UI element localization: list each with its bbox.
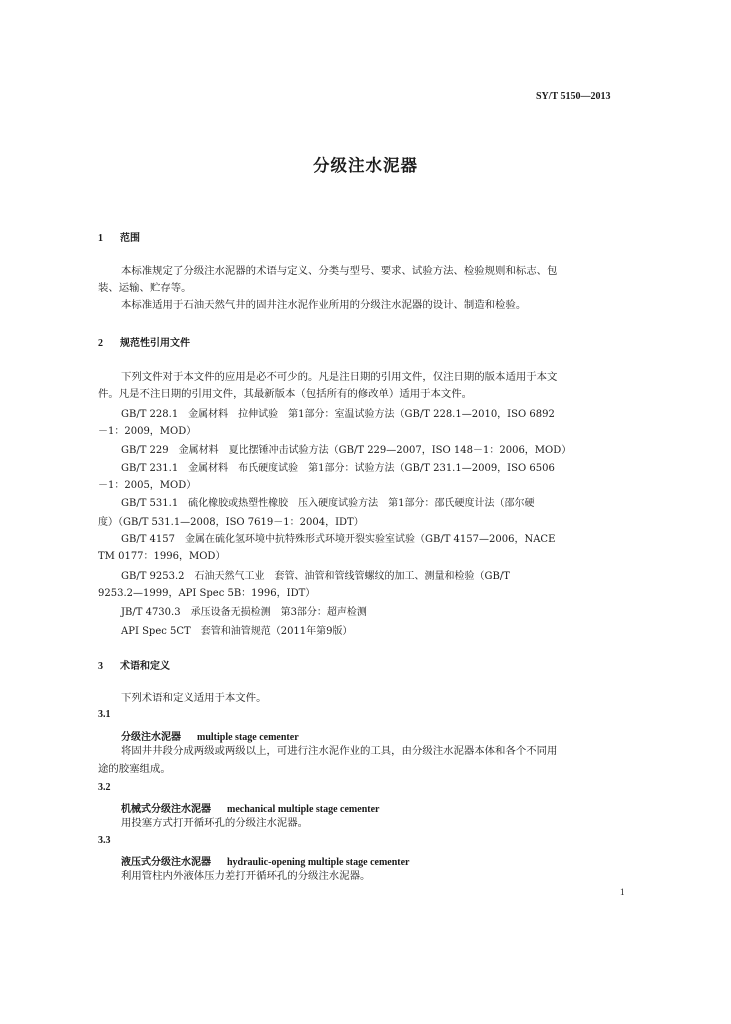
- term-name-zh: 分级注水泥器: [121, 732, 181, 743]
- term-name: [121, 800, 379, 815]
- section-title: 范围: [120, 233, 140, 244]
- section-3-heading: [98, 657, 170, 672]
- reference-line: JB/T 4730.3 承压设备无损检测 第3部分：超声检测: [121, 607, 367, 618]
- standard-code: SY/T 5150—2013: [536, 91, 611, 102]
- section-number: 1: [98, 233, 103, 244]
- section-3-intro: 下列术语和定义适用于本文件。: [121, 692, 267, 704]
- section-1-heading: [98, 229, 140, 244]
- reference-line: －1：2009，MOD）: [98, 426, 197, 437]
- reference-line: GB/T 231.1 金属材料 布氏硬度试验 第1部分：试验方法（GB/T 231.1—2009，ISO 6506: [121, 463, 555, 474]
- section-number: 2: [98, 338, 103, 349]
- term-name-zh: 机械式分级注水泥器: [121, 804, 211, 815]
- section-1-paragraph-2: 本标准适用于石油天然气井的固井注水泥作业所用的分级注水泥器的设计、制造和检验。: [121, 299, 527, 311]
- reference-line: GB/T 531.1 硫化橡胶或热塑性橡胶 压入硬度试验方法 第1部分：邵氏硬度计法（邵尔硬: [121, 498, 535, 509]
- term-definition-line-1: 利用管柱内外液体压力差打开循环孔的分级注水泥器。: [121, 870, 371, 882]
- reference-line: GB/T 228.1 金属材料 拉伸试验 第1部分：室温试验方法（GB/T 228.1—2010，ISO 6892: [121, 409, 555, 420]
- term-definition-line-2: 途的胶塞组成。: [98, 763, 171, 775]
- reference-line: 9253.2—1999，API Spec 5B：1996，IDT）: [98, 588, 316, 599]
- section-number: 3: [98, 661, 103, 672]
- term-number: 3.1: [98, 709, 111, 720]
- term-definition-line-1: 将固井井段分成两级或两级以上，可进行注水泥作业的工具，由分级注水泥器本体和各个不同用: [121, 745, 558, 757]
- section-2-intro-line-1: 下列文件对于本文件的应用是必不可少的。凡是注日期的引用文件，仅注日期的版本适用于本文: [121, 371, 558, 383]
- term-name: [121, 853, 409, 868]
- reference-line: 度）（GB/T 531.1—2008，ISO 7619－1：2004，IDT）: [98, 517, 364, 528]
- reference-line: －1：2005，MOD）: [98, 480, 197, 491]
- section-2-heading: [98, 334, 190, 349]
- section-2-intro-line-2: 件。凡是不注日期的引用文件，其最新版本（包括所有的修改单）适用于本文件。: [98, 388, 473, 400]
- reference-line: GB/T 9253.2 石油天然气工业 套管、油管和管线管螺纹的加工、测量和检验（GB/T: [121, 571, 510, 582]
- term-number: 3.2: [98, 782, 111, 793]
- term-name: [121, 728, 299, 743]
- reference-line: API Spec 5CT 套管和油管规范（2011年第9版）: [121, 626, 353, 637]
- term-name-en: mechanical multiple stage cementer: [227, 804, 380, 815]
- section-title: 术语和定义: [120, 661, 170, 672]
- reference-line: GB/T 229 金属材料 夏比摆锤冲击试验方法（GB/T 229—2007，ISO 148－1：2006，MOD）: [121, 445, 572, 456]
- document-title: 分级注水泥器: [313, 156, 418, 175]
- term-name-en: hydraulic-opening multiple stage cementer: [227, 857, 410, 868]
- reference-line: GB/T 4157 金属在硫化氢环境中抗特殊形式环境开裂实验室试验（GB/T 4157—2006，NACE: [121, 534, 556, 545]
- term-name-en: multiple stage cementer: [197, 732, 299, 743]
- term-definition-line-1: 用投塞方式打开循环孔的分级注水泥器。: [121, 817, 309, 829]
- term-number: 3.3: [98, 835, 111, 846]
- section-1-paragraph-1-line-1: 本标准规定了分级注水泥器的术语与定义、分类与型号、要求、试验方法、检验规则和标志、包: [121, 265, 558, 277]
- reference-line: TM 0177：1996，MOD）: [98, 551, 226, 562]
- term-name-zh: 液压式分级注水泥器: [121, 857, 211, 868]
- section-1-paragraph-1-line-2: 装、运输、贮存等。: [98, 282, 192, 294]
- page-number: 1: [620, 887, 625, 897]
- section-title: 规范性引用文件: [120, 338, 190, 349]
